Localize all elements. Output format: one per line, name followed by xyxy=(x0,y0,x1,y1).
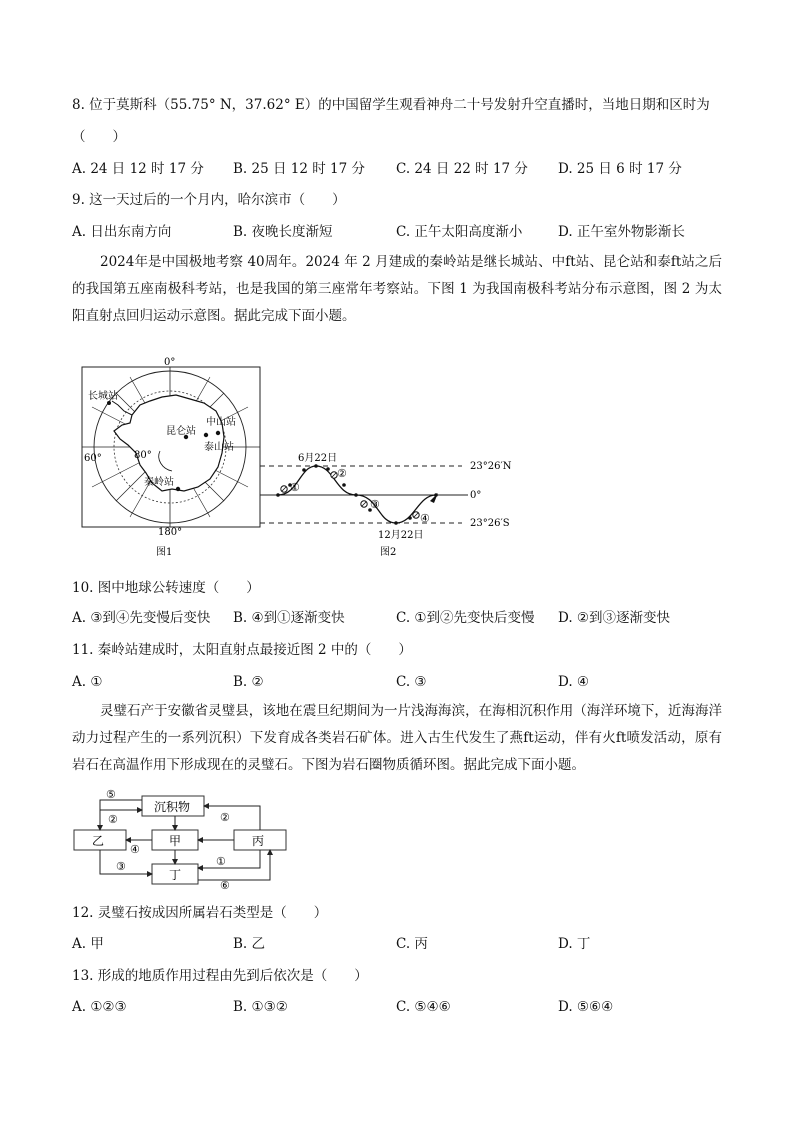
q13-stem: 13. 形成的地质作用过程由先到后依次是（ ） xyxy=(72,968,368,984)
fig1-label-180deg: 180° xyxy=(158,527,183,538)
fig2-date-june: 6月22日 xyxy=(298,453,338,464)
arrow-label-5: ⑤ xyxy=(106,788,116,801)
q8-option-a: A. 24 日 12 时 17 分 xyxy=(72,161,204,177)
fig2-diagram xyxy=(260,464,468,525)
q12-stem: 12. 灵璧石按成因所属岩石类型是（ ） xyxy=(72,905,328,921)
q8-bracket: （ ） xyxy=(72,129,126,145)
fig1-label-60deg: 60° xyxy=(84,453,102,464)
q12-option-c: C. 丙 xyxy=(396,936,428,952)
fig2-point-4: ④ xyxy=(420,512,430,525)
fig3-rock-cycle xyxy=(70,788,300,890)
q11-option-d: D. ④ xyxy=(558,674,590,690)
q12-option-d: D. 丁 xyxy=(558,936,591,952)
q11-option-c: C. ③ xyxy=(396,674,427,690)
fig1-caption: 图1 xyxy=(156,547,173,558)
q10-option-b: B. ④到①逐渐变快 xyxy=(233,610,345,626)
q8-option-c: C. 24 日 22 时 17 分 xyxy=(396,161,528,177)
q13-option-b: B. ①③② xyxy=(233,999,288,1015)
station-kunlun: 昆仑站 xyxy=(166,426,196,437)
q12-option-b: B. 乙 xyxy=(233,936,266,952)
station-qinling: 秦岭站 xyxy=(144,477,174,488)
arrow-label-4: ④ xyxy=(130,843,140,856)
fig2-point-2: ② xyxy=(337,467,347,480)
arrow-label-6: ⑥ xyxy=(220,879,230,890)
q9-stem: 9. 这一天过后的一个月内，哈尔滨市（ ） xyxy=(72,192,346,208)
fig1-label-80deg: 80° xyxy=(134,450,152,461)
fig2-caption: 图2 xyxy=(380,547,397,558)
fig2-lat-equator: 0° xyxy=(470,490,482,501)
label-jia: 甲 xyxy=(169,834,182,848)
q11-stem: 11. 秦岭站建成时，太阳直射点最接近图 2 中的（ ） xyxy=(72,642,412,658)
q10-option-d: D. ②到③逐渐变快 xyxy=(558,610,671,626)
q9-option-b: B. 夜晚长度渐短 xyxy=(233,224,333,240)
q10-option-c: C. ①到②先变快后变慢 xyxy=(396,610,535,626)
q12-option-a: A. 甲 xyxy=(72,936,104,952)
fig2-lat-south: 23°26′S xyxy=(470,518,510,529)
q10-option-a: A. ③到④先变慢后变快 xyxy=(72,610,211,626)
q8-option-b: B. 25 日 12 时 17 分 xyxy=(233,161,365,177)
q13-option-d: D. ⑤⑥④ xyxy=(558,999,614,1015)
q9-option-d: D. 正午室外物影渐长 xyxy=(558,224,685,240)
fig2-point-3: ③ xyxy=(370,498,380,511)
label-bing: 丙 xyxy=(252,834,265,848)
fig1-label-0deg: 0° xyxy=(164,357,176,368)
q9-option-c: C. 正午太阳高度渐小 xyxy=(396,224,523,240)
label-ding: 丁 xyxy=(169,868,182,882)
arrow-label-3: ③ xyxy=(116,860,126,873)
q11-option-b: B. ② xyxy=(233,674,264,690)
q11-option-a: A. ① xyxy=(72,674,103,690)
arrow-label-2a: ② xyxy=(108,813,118,826)
arrow-label-1: ① xyxy=(216,855,226,868)
station-zhongshan: 中山站 xyxy=(206,417,236,428)
q13-option-a: A. ①②③ xyxy=(72,999,127,1015)
label-yi: 乙 xyxy=(92,834,105,848)
q8-stem: 8. 位于莫斯科（55.75° N，37.62° E）的中国留学生观看神舟二十号发射升空直播时，当地日期和区时为 xyxy=(72,97,710,113)
figures-1-2 xyxy=(78,355,518,570)
q10-stem: 10. 图中地球公转速度（ ） xyxy=(72,580,260,596)
fig2-point-1: ① xyxy=(290,481,300,494)
station-changcheng: 长城站 xyxy=(88,391,118,402)
label-sediment: 沉积物 xyxy=(154,800,191,814)
station-taishan: 泰山站 xyxy=(204,442,234,453)
passage-lingbi-stone: 灵璧石产于安徽省灵璧县，该地在震旦纪期间为一片浅海海滨，在海相沉积作用（海洋环境下，近海海洋动力过程产生的一系列沉积）下发育成各类岩石矿体。进入古生代发生了燕ft运动，伴有火ft喷发活动，原有岩石在高温作用下形成现在的灵璧石。下图为岩石圈物质循环图。据此完成下面小题。 xyxy=(72,703,722,773)
fig2-lat-north: 23°26′N xyxy=(470,461,512,472)
q13-option-c: C. ⑤④⑥ xyxy=(396,999,451,1015)
fig2-date-december: 12月22日 xyxy=(378,530,424,541)
q9-option-a: A. 日出东南方向 xyxy=(72,224,172,240)
arrow-label-2b: ② xyxy=(220,811,230,824)
q8-option-d: D. 25 日 6 时 17 分 xyxy=(558,161,682,177)
passage-antarctic: 2024年是中国极地考察 40周年。2024 年 2 月建成的秦岭站是继长城站、中ft站、昆仑站和泰ft站之后的我国第五座南极科考站，也是我国的第三座常年考察站。下图 1 为我国南极科考站分布示意图，图 2 为太阳直射点回归运动示意图。据此完成下面小题。 xyxy=(72,254,722,324)
